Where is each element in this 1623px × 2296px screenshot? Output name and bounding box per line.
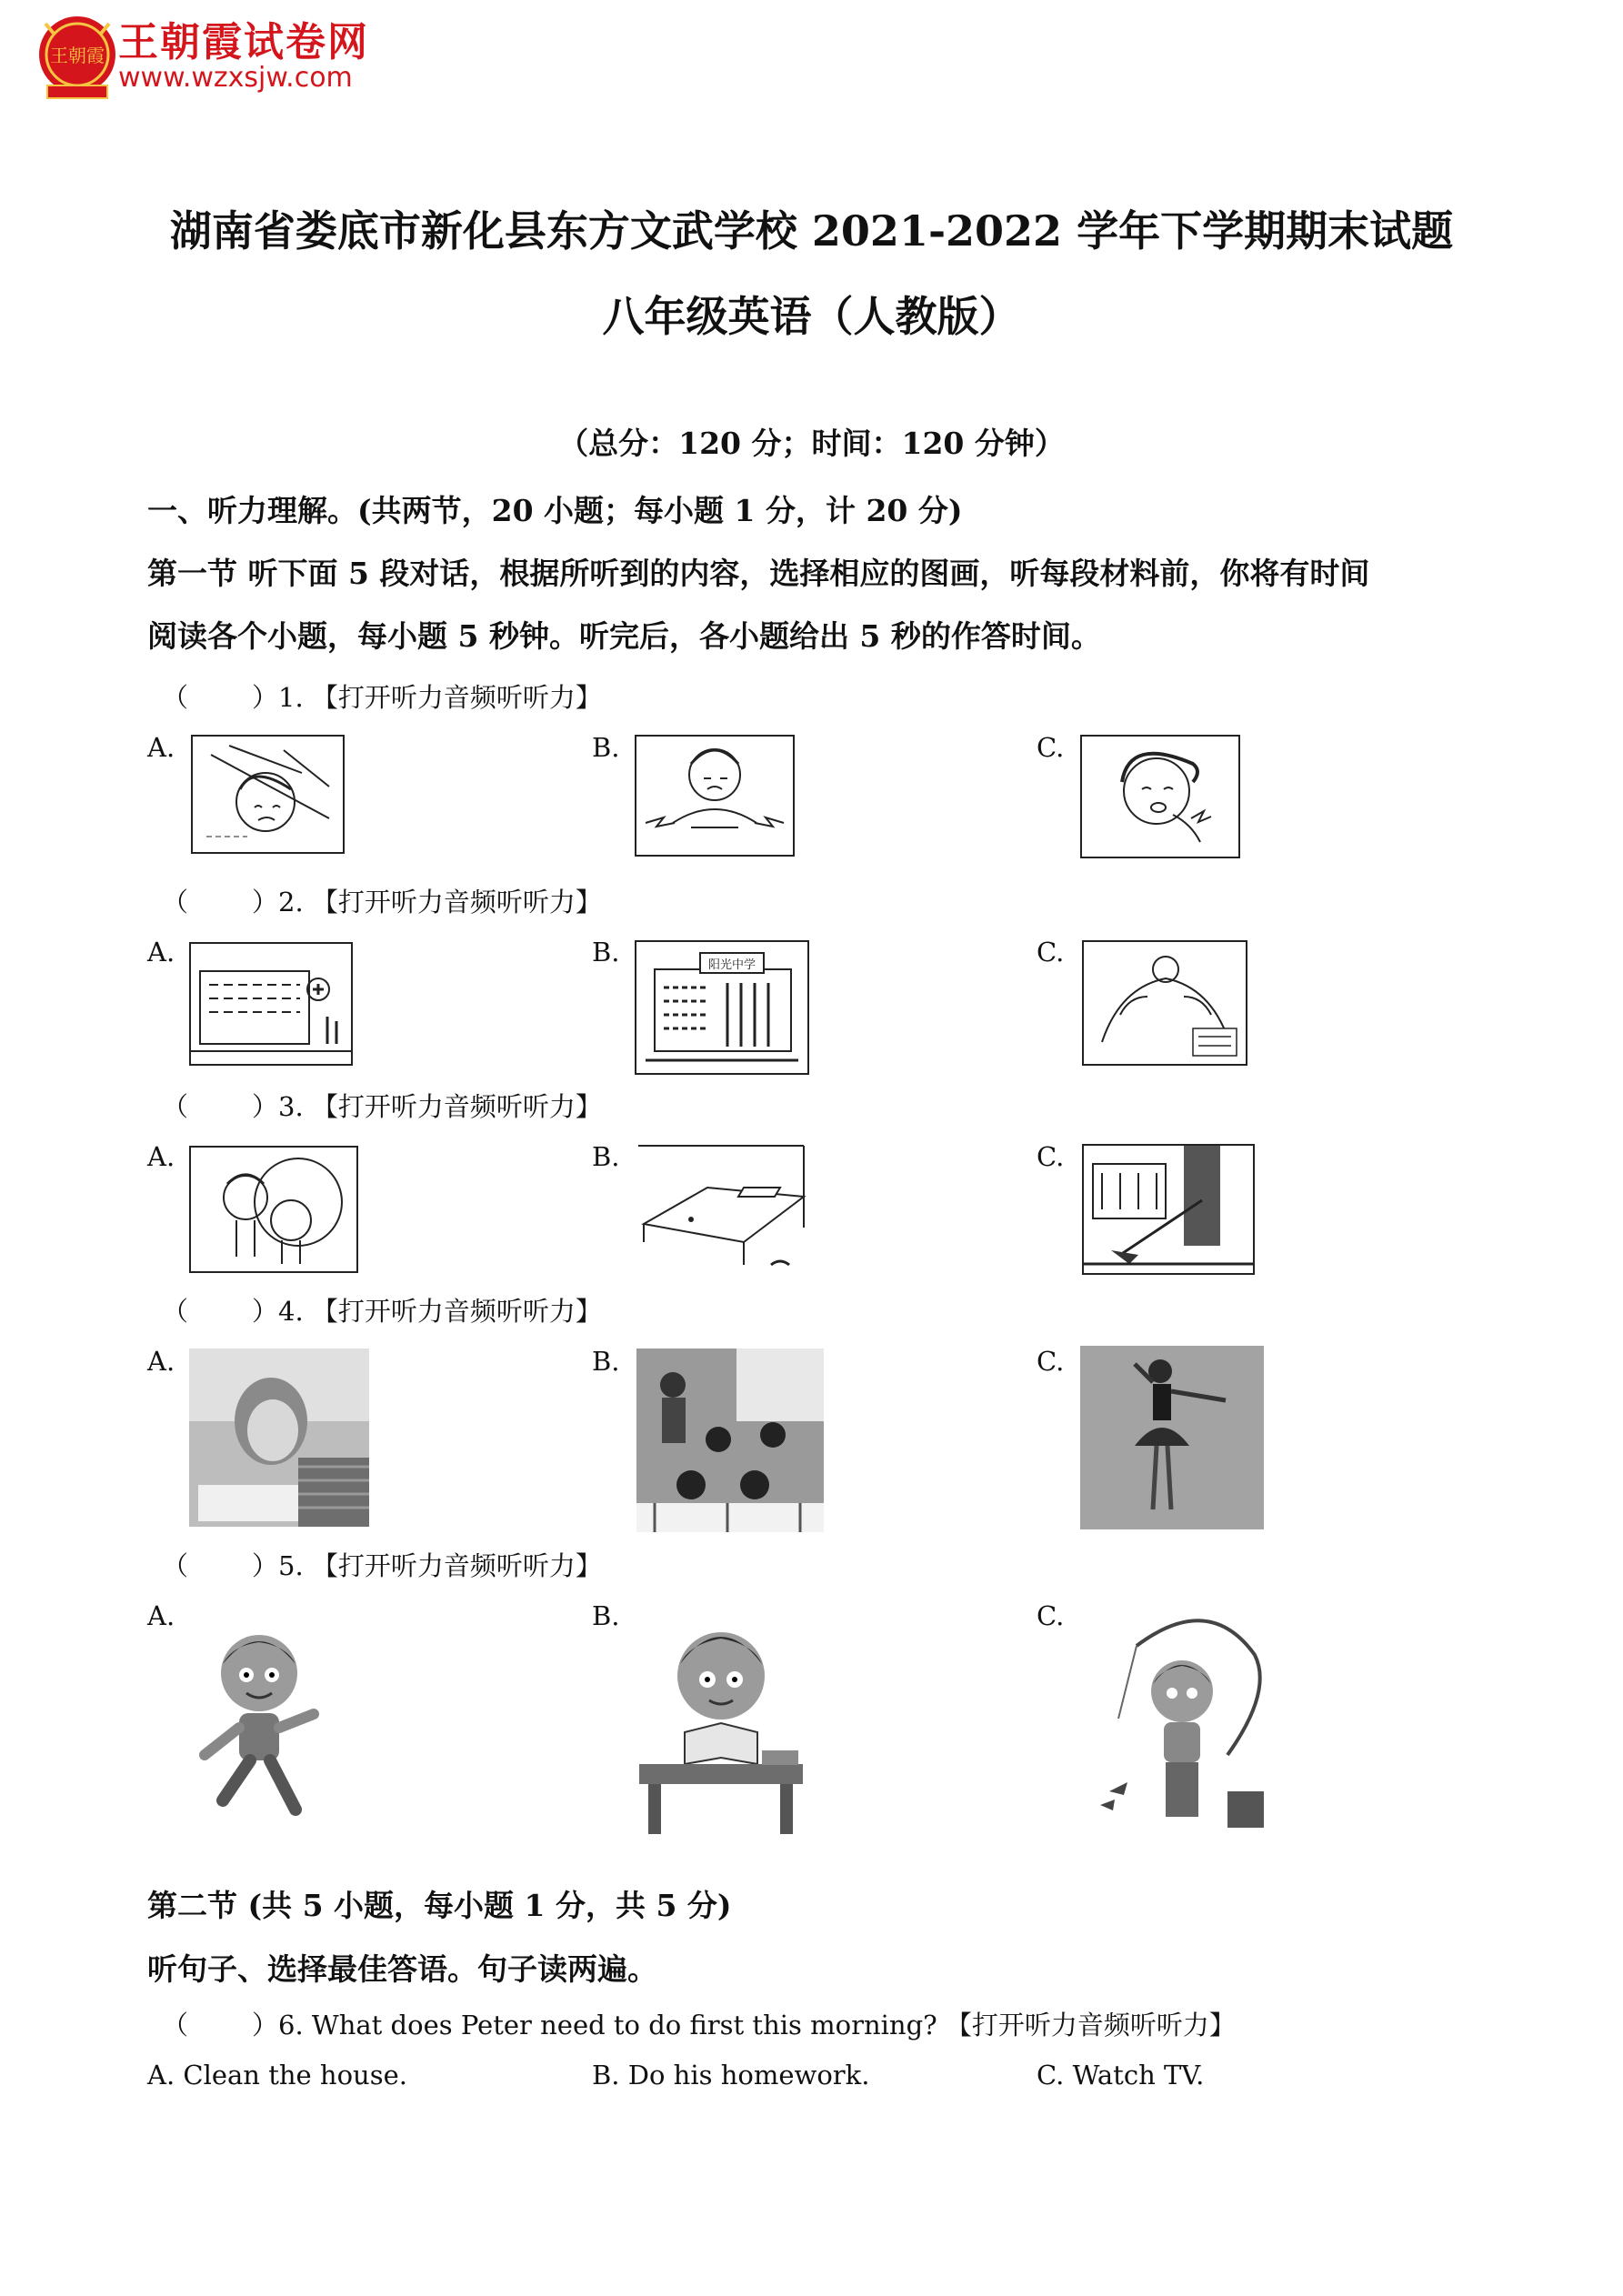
section1-instruction-2: 阅读各个小题，每小题 5 秒钟。听完后，各小题给出 5 秒的作答时间。	[147, 618, 1101, 654]
answer-blank-open[interactable]: （	[162, 887, 189, 917]
question-1	[162, 677, 602, 715]
question-5-text: ）5. 【打开听力音频听听力】	[252, 1550, 602, 1581]
q3-pic-a-cartoon	[189, 1146, 358, 1273]
q2-pic-b-school	[635, 940, 809, 1075]
q1-option-b-label: B.	[592, 732, 620, 763]
q5-option-a-label: A.	[147, 1600, 175, 1631]
section1-instruction-1: 第一节 听下面 5 段对话，根据所听到的内容，选择相应的图画，听每段材料前，你将有时间	[147, 556, 1370, 591]
q6-option-c: C. Watch TV.	[1037, 2060, 1205, 2090]
q4-option-a-label: A.	[147, 1346, 175, 1377]
answer-blank-open[interactable]: （	[162, 682, 189, 713]
question-4-text: ）4. 【打开听力音频听听力】	[252, 1296, 602, 1327]
q4-option-c-label: C.	[1037, 1346, 1065, 1377]
exam-subtitle: 八年级英语（人教版）	[602, 292, 1021, 341]
q6-option-a: A. Clean the house.	[147, 2060, 407, 2090]
q5-pic-a-boy-running	[186, 1619, 332, 1828]
answer-blank-open[interactable]: （	[162, 1296, 189, 1327]
q4-pic-a-tired-student	[189, 1349, 369, 1527]
q5-pic-c-boy-fishing	[1082, 1609, 1275, 1837]
question-1-text: ）1. 【打开听力音频听听力】	[252, 682, 602, 713]
question-6	[162, 2005, 1236, 2042]
question-6-text: ）6. What does Peter need to do first this morning? 【打开听力音频听听力】	[252, 2010, 1236, 2040]
exam-title: 湖南省娄底市新化县东方文武学校 2021-2022 学年下学期期末试题	[169, 206, 1454, 256]
q5-option-c-label: C.	[1037, 1600, 1065, 1631]
brand-name: 王朝霞试卷网	[118, 19, 369, 65]
q2-option-c-label: C.	[1037, 937, 1065, 968]
q1-pic-c-toothache	[1080, 735, 1240, 858]
question-4	[162, 1291, 602, 1328]
q2-option-a-label: A.	[147, 937, 175, 968]
q1-option-c-label: C.	[1037, 732, 1065, 763]
q1-option-a-label: A.	[147, 732, 175, 763]
q3-option-c-label: C.	[1037, 1141, 1065, 1172]
svg-text:阳光中学: 阳光中学	[707, 958, 756, 972]
question-3	[162, 1087, 602, 1124]
q4-pic-b-classroom	[636, 1349, 824, 1532]
q2-pic-c-park	[1082, 940, 1247, 1066]
q5-pic-b-boy-reading	[635, 1614, 807, 1837]
question-5	[162, 1546, 602, 1583]
q3-pic-b-bed	[635, 1142, 807, 1277]
answer-blank-open[interactable]: （	[162, 1091, 189, 1122]
score-info: （总分：120 分；时间：120 分钟）	[558, 426, 1065, 461]
answer-blank-open[interactable]: （	[162, 2010, 189, 2040]
section2-instruction: 听句子、选择最佳答语。句子读两遍。	[147, 1951, 657, 1987]
site-logo	[27, 7, 127, 107]
question-2	[162, 882, 602, 919]
section2-heading: 第二节 (共 5 小题，每小题 1 分，共 5 分)	[147, 1888, 732, 1923]
q5-option-b-label: B.	[592, 1600, 620, 1631]
part1-heading: 一、听力理解。(共两节，20 小题；每小题 1 分，计 20 分)	[147, 493, 963, 528]
q2-option-b-label: B.	[592, 937, 620, 968]
q1-pic-a-headache	[191, 735, 345, 854]
question-3-text: ）3. 【打开听力音频听听力】	[252, 1091, 602, 1122]
q2-pic-a-hospital	[189, 942, 353, 1066]
q3-option-a-label: A.	[147, 1141, 175, 1172]
q3-option-b-label: B.	[592, 1141, 620, 1172]
q4-option-b-label: B.	[592, 1346, 620, 1377]
svg-text:王朝霞: 王朝霞	[50, 45, 105, 66]
brand-url[interactable]: www.wzxsjw.com	[118, 62, 353, 94]
q3-pic-c-sweeping	[1082, 1144, 1255, 1275]
answer-blank-open[interactable]: （	[162, 1550, 189, 1581]
question-2-text: ）2. 【打开听力音频听听力】	[252, 887, 602, 917]
q1-pic-b-stomachache	[635, 735, 795, 857]
q6-option-b: B. Do his homework.	[592, 2060, 870, 2090]
q4-pic-c-dancing-girl	[1080, 1346, 1264, 1529]
